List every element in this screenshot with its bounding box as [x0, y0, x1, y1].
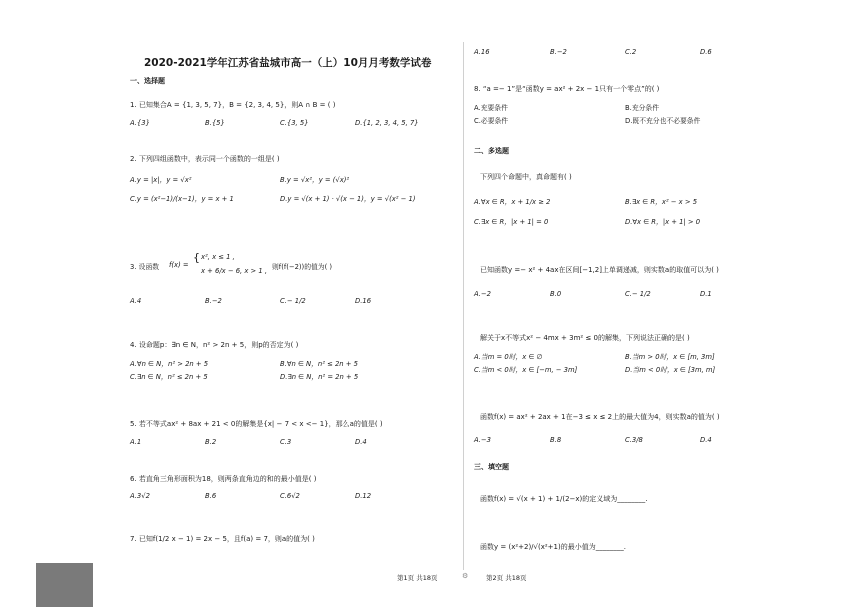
q6-option-b[interactable]: B.6	[205, 492, 217, 500]
m2-option-b[interactable]: B.0	[550, 290, 562, 298]
m2-option-c[interactable]: C.− 1/2	[625, 290, 651, 298]
question-8: 8. “a =− 1”是“函数y = ax² + 2x − 1只有一个零点”的( )	[474, 85, 660, 93]
q7-option-a[interactable]: A.16	[474, 48, 490, 56]
question-3-prefix: 3. 设函数	[130, 263, 160, 271]
q4-option-d[interactable]: D.∃n ∈ N，n² = 2n + 5	[280, 373, 359, 381]
m3-options-row1	[474, 351, 774, 361]
q5-option-d[interactable]: D.4	[355, 438, 367, 446]
m1-options-row1	[474, 196, 774, 206]
m4-option-d[interactable]: D.4	[700, 436, 712, 444]
settings-icon[interactable]: ⚙	[462, 572, 469, 580]
question-3-case2: x + 6/x − 6, x > 1 ,	[201, 267, 268, 275]
m2-options	[474, 290, 774, 300]
multi-question-3: 解关于x不等式x² − 4mx + 3m² ≤ 0的解集，下列说法正确的是( )	[480, 334, 690, 342]
q7-option-d[interactable]: D.6	[700, 48, 712, 56]
page-number-right: 第2页 共18页	[486, 574, 527, 582]
q4-option-a[interactable]: A.∀n ∈ N，n² > 2n + 5	[130, 360, 209, 368]
q3-option-a[interactable]: A.4	[130, 297, 142, 305]
m4-options	[474, 436, 774, 446]
q2-option-a[interactable]: A.y = |x|，y = √x²	[130, 176, 192, 184]
m1-option-a[interactable]: A.∀x ∈ R，x + 1/x ≥ 2	[474, 198, 551, 206]
m4-option-c[interactable]: C.3/8	[625, 436, 643, 444]
q4-option-b[interactable]: B.∀n ∈ N，n² ≤ 2n + 5	[280, 360, 358, 368]
multi-question-1: 下列四个命题中，真命题有( )	[480, 173, 572, 181]
q1-option-a[interactable]: A.{3}	[130, 119, 150, 127]
q8-options-row2	[474, 115, 774, 125]
m3-options-row2	[474, 364, 774, 374]
q3-option-c[interactable]: C.− 1/2	[280, 297, 306, 305]
q7-option-b[interactable]: B.−2	[550, 48, 567, 56]
q8-option-d[interactable]: D.既不充分也不必要条件	[625, 117, 701, 125]
m3-option-b[interactable]: B.当m > 0时，x ∈ [m, 3m]	[625, 353, 715, 361]
q1-option-d[interactable]: D.{1, 2, 3, 4, 5, 7}	[355, 119, 419, 127]
question-5: 5. 若不等式ax² + 8ax + 21 < 0的解集是{x| − 7 < x <− 1}，那么a的值是( )	[130, 420, 383, 428]
q1-option-b[interactable]: B.{5}	[205, 119, 225, 127]
multi-question-4: 函数f(x) = ax² + 2ax + 1在−3 ≤ x ≤ 2上的最大值为4，则实数a的值为( )	[480, 413, 720, 421]
page-title: 2020-2021学年江苏省盐城市高一（上）10月月考数学试卷	[144, 57, 432, 69]
q2-option-c[interactable]: C.y = (x²−1)/(x−1)，y = x + 1	[130, 195, 234, 203]
question-4: 4. 设命题p：∃n ∈ N，n² > 2n + 5，则p的否定为( )	[130, 341, 299, 349]
q1-options	[130, 119, 430, 129]
m4-option-a[interactable]: A.−3	[474, 436, 491, 444]
q1-option-c[interactable]: C.{3, 5}	[280, 119, 309, 127]
section-fill: 三、填空题	[474, 463, 509, 471]
q3-option-b[interactable]: B.−2	[205, 297, 222, 305]
q8-option-c[interactable]: C.必要条件	[474, 117, 509, 125]
question-3-suffix: 则f(f(−2))的值为( )	[272, 263, 333, 271]
m2-option-a[interactable]: A.−2	[474, 290, 491, 298]
section-multi: 二、多选题	[474, 147, 509, 155]
brace-icon: {	[193, 251, 200, 264]
q7-option-c[interactable]: C.2	[625, 48, 637, 56]
q2-options-row1	[130, 174, 430, 184]
q4-options-row1	[130, 358, 430, 368]
q4-option-c[interactable]: C.∃n ∈ N，n² ≤ 2n + 5	[130, 373, 208, 381]
q5-option-b[interactable]: B.2	[205, 438, 217, 446]
m4-option-b[interactable]: B.8	[550, 436, 562, 444]
fill-question-1: 函数f(x) = √(x + 1) + 1/(2−x)的定义域为________.	[480, 495, 648, 503]
q5-options	[130, 438, 430, 448]
q3-options	[130, 297, 430, 307]
m1-option-b[interactable]: B.∃x ∈ R，x² − x > 5	[625, 198, 698, 206]
q2-options-row2	[130, 193, 430, 203]
multi-question-2: 已知函数y =− x² + 4ax在区间[−1,2]上单调递减，则实数a的取值可以为( )	[480, 266, 719, 274]
question-2: 2. 下列四组函数中，表示同一个函数的一组是( )	[130, 155, 280, 163]
section-choice: 一、选择题	[130, 77, 165, 85]
q5-option-c[interactable]: C.3	[280, 438, 292, 446]
question-6: 6. 若直角三角形面积为18，则两条直角边的和的最小值是( )	[130, 475, 317, 483]
q6-options	[130, 492, 430, 502]
m1-option-d[interactable]: D.∀x ∈ R，|x + 1| > 0	[625, 218, 701, 226]
q6-option-c[interactable]: C.6√2	[280, 492, 300, 500]
q7-options	[474, 48, 774, 58]
q2-option-d[interactable]: D.y = √(x + 1) · √(x − 1)，y = √(x² − 1)	[280, 195, 416, 203]
q8-option-b[interactable]: B.充分条件	[625, 104, 660, 112]
question-7: 7. 已知f(1/2 x − 1) = 2x − 5，且f(a) = 7，则a的值为( )	[130, 535, 315, 543]
q6-option-a[interactable]: A.3√2	[130, 492, 150, 500]
q4-options-row2	[130, 371, 430, 381]
fill-question-2: 函数y = (x²+2)/√(x²+1)的最小值为________.	[480, 543, 626, 551]
m1-option-c[interactable]: C.∃x ∈ R，|x + 1| = 0	[474, 218, 549, 226]
question-1: 1. 已知集合A = {1, 3, 5, 7}，B = {2, 3, 4, 5}，则A ∩ B = ( )	[130, 101, 336, 109]
q8-option-a[interactable]: A.充要条件	[474, 104, 508, 112]
q5-option-a[interactable]: A.1	[130, 438, 142, 446]
m3-option-c[interactable]: C.当m < 0时，x ∈ [−m, − 3m]	[474, 366, 578, 374]
m1-options-row2	[474, 216, 774, 226]
m3-option-d[interactable]: D.当m < 0时，x ∈ [3m, m]	[625, 366, 716, 374]
m2-option-d[interactable]: D.1	[700, 290, 712, 298]
q2-option-b[interactable]: B.y = √x²，y = (√x)²	[280, 176, 350, 184]
column-divider	[463, 42, 464, 570]
question-3-case1: x², x ≤ 1 ,	[201, 253, 235, 261]
q3-option-d[interactable]: D.16	[355, 297, 372, 305]
q6-option-d[interactable]: D.12	[355, 492, 372, 500]
q8-options-row1	[474, 102, 774, 112]
page-number-left: 第1页 共18页	[397, 574, 438, 582]
m3-option-a[interactable]: A.当m = 0时，x ∈ ∅	[474, 353, 543, 361]
page-thumbnail[interactable]	[36, 563, 93, 607]
question-3-fx: f(x) =	[169, 261, 189, 269]
